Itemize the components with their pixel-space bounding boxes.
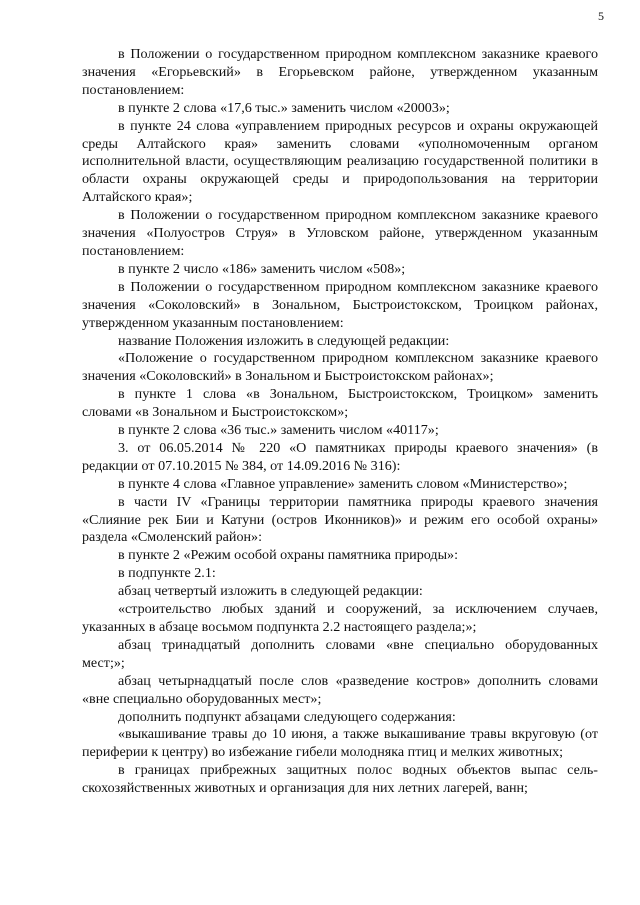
document-body — [82, 46, 598, 798]
paragraph: дополнить подпункт абзацами следующего содержания: — [118, 708, 456, 725]
paragraph: название Положения изложить в следующей редакции: — [118, 332, 450, 349]
paragraph: в границах прибрежных защитных полос водных объектов выпас сельскохозяйственных животных и организация для них летних лагерей, ванн; — [82, 762, 598, 797]
paragraph: в пункте 24 слова «управлением природных ресурсов и охраны окружающей среды Алтайского края» заменить словами «уполномоченным органом исполнительной власти, осуществляющим реализацию государственной политики в области охраны окружающей среды и природопользования на территории Алтайского края»; — [82, 117, 598, 206]
paragraph: абзац четырнадцатый после слов «разведение костров» дополнить словами «вне специально оборудованных мест»; — [82, 672, 598, 707]
paragraph: «выкашивание травы до 10 июня, а также выкашивание травы вкруговую (от периферии к центру) во избежание гибели молодняка птиц и мелких животных; — [82, 726, 598, 761]
paragraph: 3. от 06.05.2014 № 220 «О памятниках природы краевого значения» (в редакции от 07.10.2015 № 384, от 14.09.2016 № 316): — [82, 439, 598, 474]
paragraph: абзац тринадцатый дополнить словами «вне специально оборудованных мест;»; — [82, 636, 598, 671]
paragraph: в пункте 4 слова «Главное управление» заменить словом «Министерство»; — [118, 475, 568, 492]
paragraph: в части IV «Границы территории памятника природы краевого значения «Слияние рек Бии и Катуни (остров Иконников)» и режим его особой охраны» раздела «Смоленский район»: — [82, 493, 598, 546]
paragraph: в Положении о государственном природном комплексном заказнике краевого значения «Полуостров Струя» в Угловском районе, утвержденном указанным постановлением: — [82, 207, 598, 259]
paragraph: в Положении о государственном природном комплексном заказнике краевого значения «Соколовский» в Зональном, Быстроистокском, Троицком районах, утвержденном указанным постановлением: — [82, 278, 598, 331]
paragraph: в пункте 2 слова «17,6 тыс.» заменить числом «20003»; — [118, 99, 450, 116]
paragraph: в пункте 2 число «186» заменить числом «508»; — [118, 260, 406, 277]
paragraph: в пункте 2 «Режим особой охраны памятника природы»: — [118, 547, 458, 564]
paragraph: в пункте 1 слова «в Зональном, Быстроистокском, Троицком» заменить словами «в Зональном и Быстроистокском»; — [82, 386, 598, 421]
paragraph: в пункте 2 слова «36 тыс.» заменить числом «40117»; — [118, 422, 439, 439]
paragraph: в Положении о государственном природном комплексном заказнике краевого значения «Егорьевский» в Егорьевском районе, утвержденном указанным постановлением: — [82, 46, 598, 98]
paragraph: в подпункте 2.1: — [118, 565, 216, 582]
paragraph: «строительство любых зданий и сооружений, за исключением случаев, указанных в абзаце восьмом подпункта 2.2 настоящего раздела;»; — [82, 601, 598, 635]
page-number: 5 — [598, 9, 604, 23]
paragraph: абзац четвертый изложить в следующей редакции: — [118, 583, 423, 600]
paragraph: «Положение о государственном природном комплексном заказнике краевого значения «Соколовский» в Зональном и Быстроистокском районах»; — [82, 350, 598, 385]
